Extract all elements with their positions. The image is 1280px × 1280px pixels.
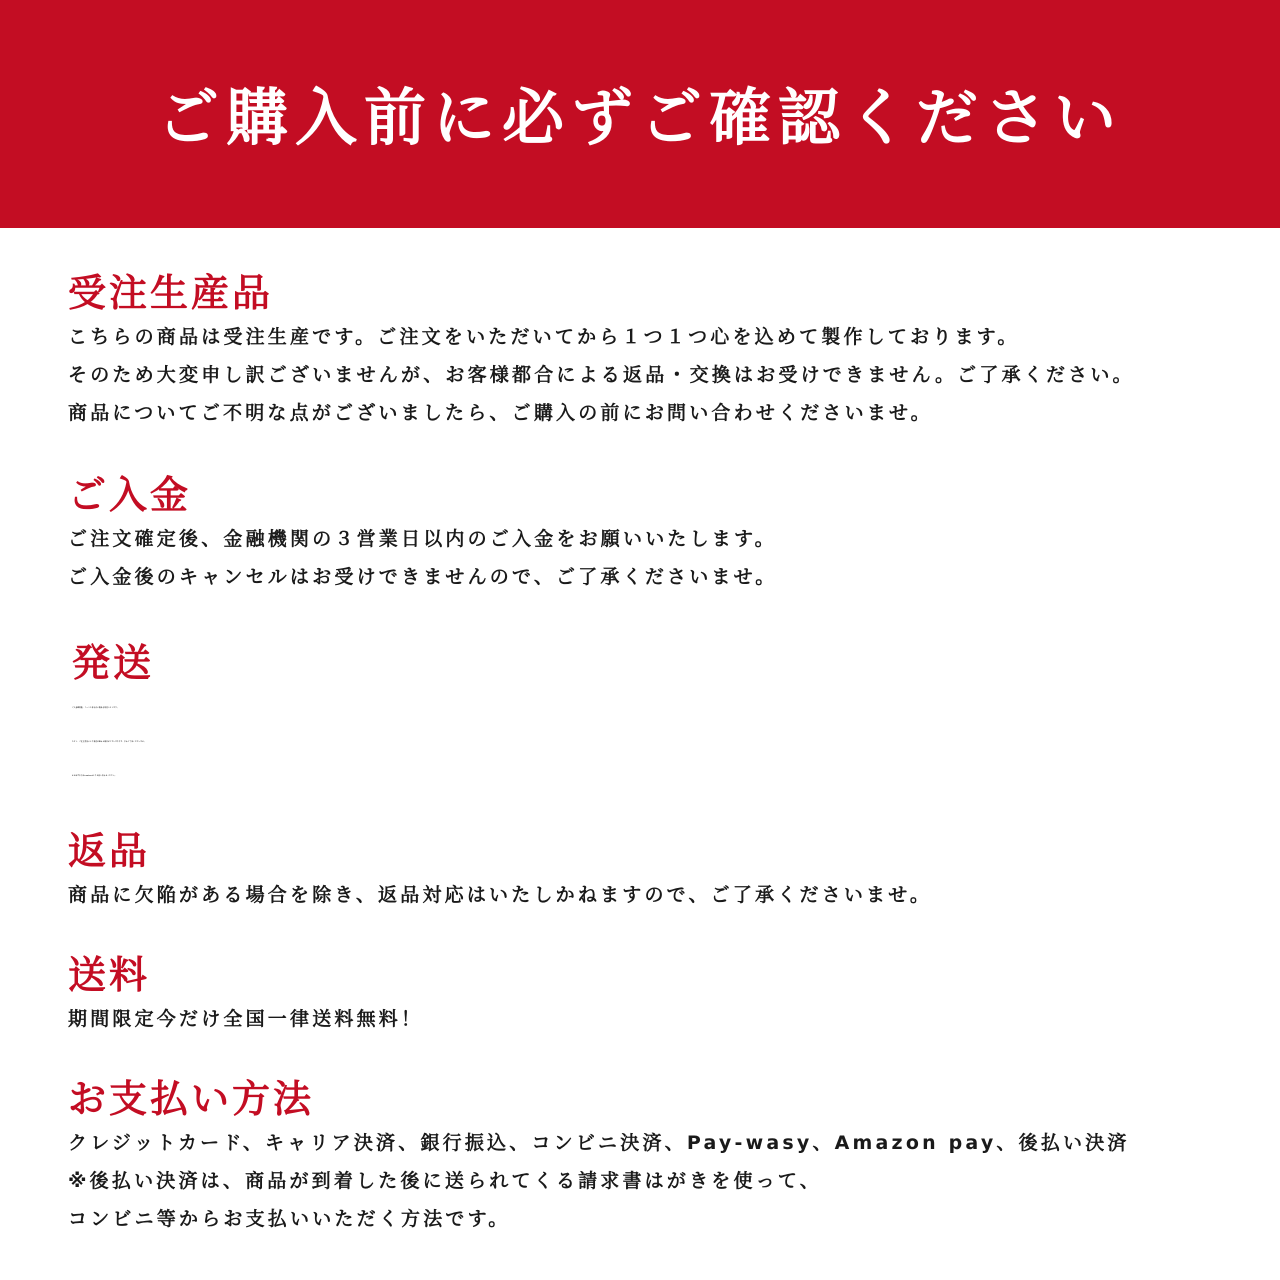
section-shipping (72, 640, 1272, 794)
section-text-line: コンビニ等からお支払いいただく方法です。 (68, 1208, 511, 1230)
section-payment-methods (68, 1076, 1268, 1238)
section-text-line: ご入金確認後、７～１０日以内に商品を発送いたします。 (72, 708, 119, 709)
section-text-line: ※後払い決済は、商品が到着した後に送られてくる請求書はがきを使って、 (68, 1170, 822, 1192)
notice-banner (0, 0, 1280, 228)
section-text-line: ただし、ご注文状況により発送が遅れる場合がございますので、予めご了承くださいませ。 (72, 742, 146, 743)
section-payment-deposit (68, 472, 1268, 596)
section-made-to-order (68, 270, 1268, 432)
section-text-line: クレジットカード、キャリア決済、銀行振込、コンビニ決済、Pay-wasy、Amazon pay、後払い決済 (68, 1132, 1130, 1154)
section-heading: 返品 (68, 829, 151, 873)
section-heading: 受注生産品 (68, 271, 274, 315)
section-text-line: ※お急ぎの方はcontactよりお問い合わせください。 (72, 776, 117, 777)
section-text-line: 商品についてご不明な点がございましたら、ご購入の前にお問い合わせくださいませ。 (68, 402, 933, 424)
section-heading: ご入金 (68, 473, 192, 517)
section-heading: 送料 (68, 953, 151, 997)
section-heading: お支払い方法 (68, 1077, 315, 1121)
section-heading: 発送 (72, 641, 155, 685)
section-text-line: ご入金後のキャンセルはお受けできませんので、ご了承くださいませ。 (68, 566, 778, 588)
section-returns (68, 828, 1268, 914)
section-text-line: ご注文確定後、金融機関の３営業日以内のご入金をお願いいたします。 (68, 528, 777, 550)
section-text-line: こちらの商品は受注生産です。ご注文をいただいてから１つ１つ心を込めて製作しております。 (68, 326, 1020, 348)
section-text-line: 商品に欠陥がある場合を除き、返品対応はいたしかねますので、ご了承くださいませ。 (68, 884, 933, 906)
section-text-line: 期間限定今だけ全国一律送料無料！ (68, 1008, 424, 1030)
section-text-line: そのため大変申し訳ございませんが、お客様都合による返品・交換はお受けできません。ご了承ください。 (68, 364, 1135, 386)
section-shipping-fee (68, 952, 1268, 1038)
banner-title: ご購入前に必ずご確認ください (156, 80, 1123, 154)
